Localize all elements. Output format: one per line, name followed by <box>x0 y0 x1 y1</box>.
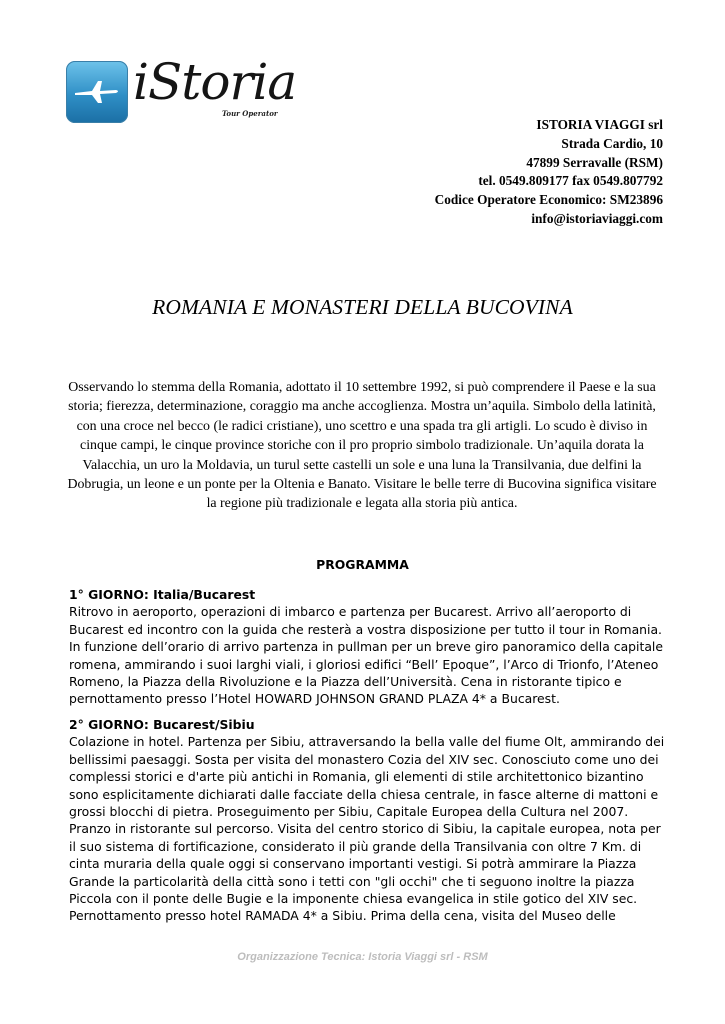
page-footer: Organizzazione Tecnica: Istoria Viaggi srl - RSM <box>237 951 488 963</box>
day-title: 1° GIORNO: Italia/Bucarest <box>69 587 256 602</box>
logo-wordmark: iStoria <box>133 53 297 111</box>
day-section <box>69 716 669 925</box>
day-description: Colazione in hotel. Partenza per Sibiu, attraversando la bella valle del fiume Olt, ammirando dei bellissimi paesaggi. Sosta per visita del monastero Cozia del XIV sec. Conosciuto come uno dei complessi storici e d'arte più antichi in Romania, gli elementi di stile architettonico bizantino sono esplicitamente dichiarati dalle facciate della chiesa centrale, in fasce alterne di mattoni e grossi blocchi di pietra. Proseguimento per Sibiu, Capitale Europea della Cultura nel 2007. Pranzo in ristorante sul percorso. Visita del centro storico di Sibiu, la capitale europea, nota per il suo sistema di fortificazione, considerato il più grande della Transilvania con oltre 7 Km. di cinta muraria della quale oggi si conservano importanti vestigi. Si potrà ammirare la Piazza Grande la particolarità della città sono i tetti con "gli occhi" che ti seguono inoltre la piazza Piccola con il ponte delle Bugie e la imponente chiesa evangelica in stile gotico del XIV sec. Pernottamento presso hotel RAMADA 4* a Sibiu. Prima della cena, visita del Museo delle <box>69 734 665 924</box>
company-street: Strada Cardio, 10 <box>561 135 663 151</box>
logo-tagline: Tour Operator <box>222 109 278 118</box>
document-title: ROMANIA E MONASTERI DELLA BUCOVINA <box>152 295 573 319</box>
day-title: 2° GIORNO: Bucarest/Sibiu <box>69 717 255 732</box>
company-email: info@istoriaviaggi.com <box>531 210 663 226</box>
intro-paragraph: Osservando lo stemma della Romania, adottato il 10 settembre 1992, si può comprendere il Paese e la sua storia; fierezza, determinazione, coraggio ma anche accoglienza. Mostra un’aquila. Simbolo della latinità, con una croce nel becco (le radici cristiane), uno scettro e una spada tra gli artigli. Lo scudo è diviso in cinque campi, le cinque province storiche con il pro proprio simbolo tradizionale. Un’aquila dorata la Valacchia, un uro la Moldavia, un turul sette castelli un sole e una luna la Transilvania, due delfini la Dobrugia, un leone e un ponte per la Oltenia e Banato. Visitare le belle terre di Bucovina significa visitare la regione più tradizionale e legata alla storia più antica. <box>67 380 657 512</box>
company-city: 47899 Serravalle (RSM) <box>526 154 663 170</box>
company-info <box>435 116 663 229</box>
company-operator-code: Codice Operatore Economico: SM23896 <box>434 192 663 208</box>
company-phone: tel. 0549.809177 fax 0549.807792 <box>478 173 663 189</box>
company-logo <box>66 53 297 125</box>
company-name: ISTORIA VIAGGI srl <box>536 117 663 132</box>
program-heading: PROGRAMMA <box>316 557 409 572</box>
airplane-logo-icon <box>66 61 128 123</box>
day-description: Ritrovo in aeroporto, operazioni di imbarco e partenza per Bucarest. Arrivo all’aeroporto di Bucarest ed incontro con la guida che resterà a vostra disposizione per tutto il tour in Romania. In funzione dell’orario di arrivo partenza in pullman per un breve giro panoramico della capitale romena, ammirando i suoi larghi viali, i gloriosi edifici “Bell’ Epoque”, l’Arco di Trionfo, l’Ateneo Romeno, la Piazza della Rivoluzione e la Piazza dell’Università. Cena in ristorante tipico e pernottamento presso l’Hotel HOWARD JOHNSON GRAND PLAZA 4* a Bucarest. <box>69 604 663 707</box>
day-section <box>69 586 669 708</box>
